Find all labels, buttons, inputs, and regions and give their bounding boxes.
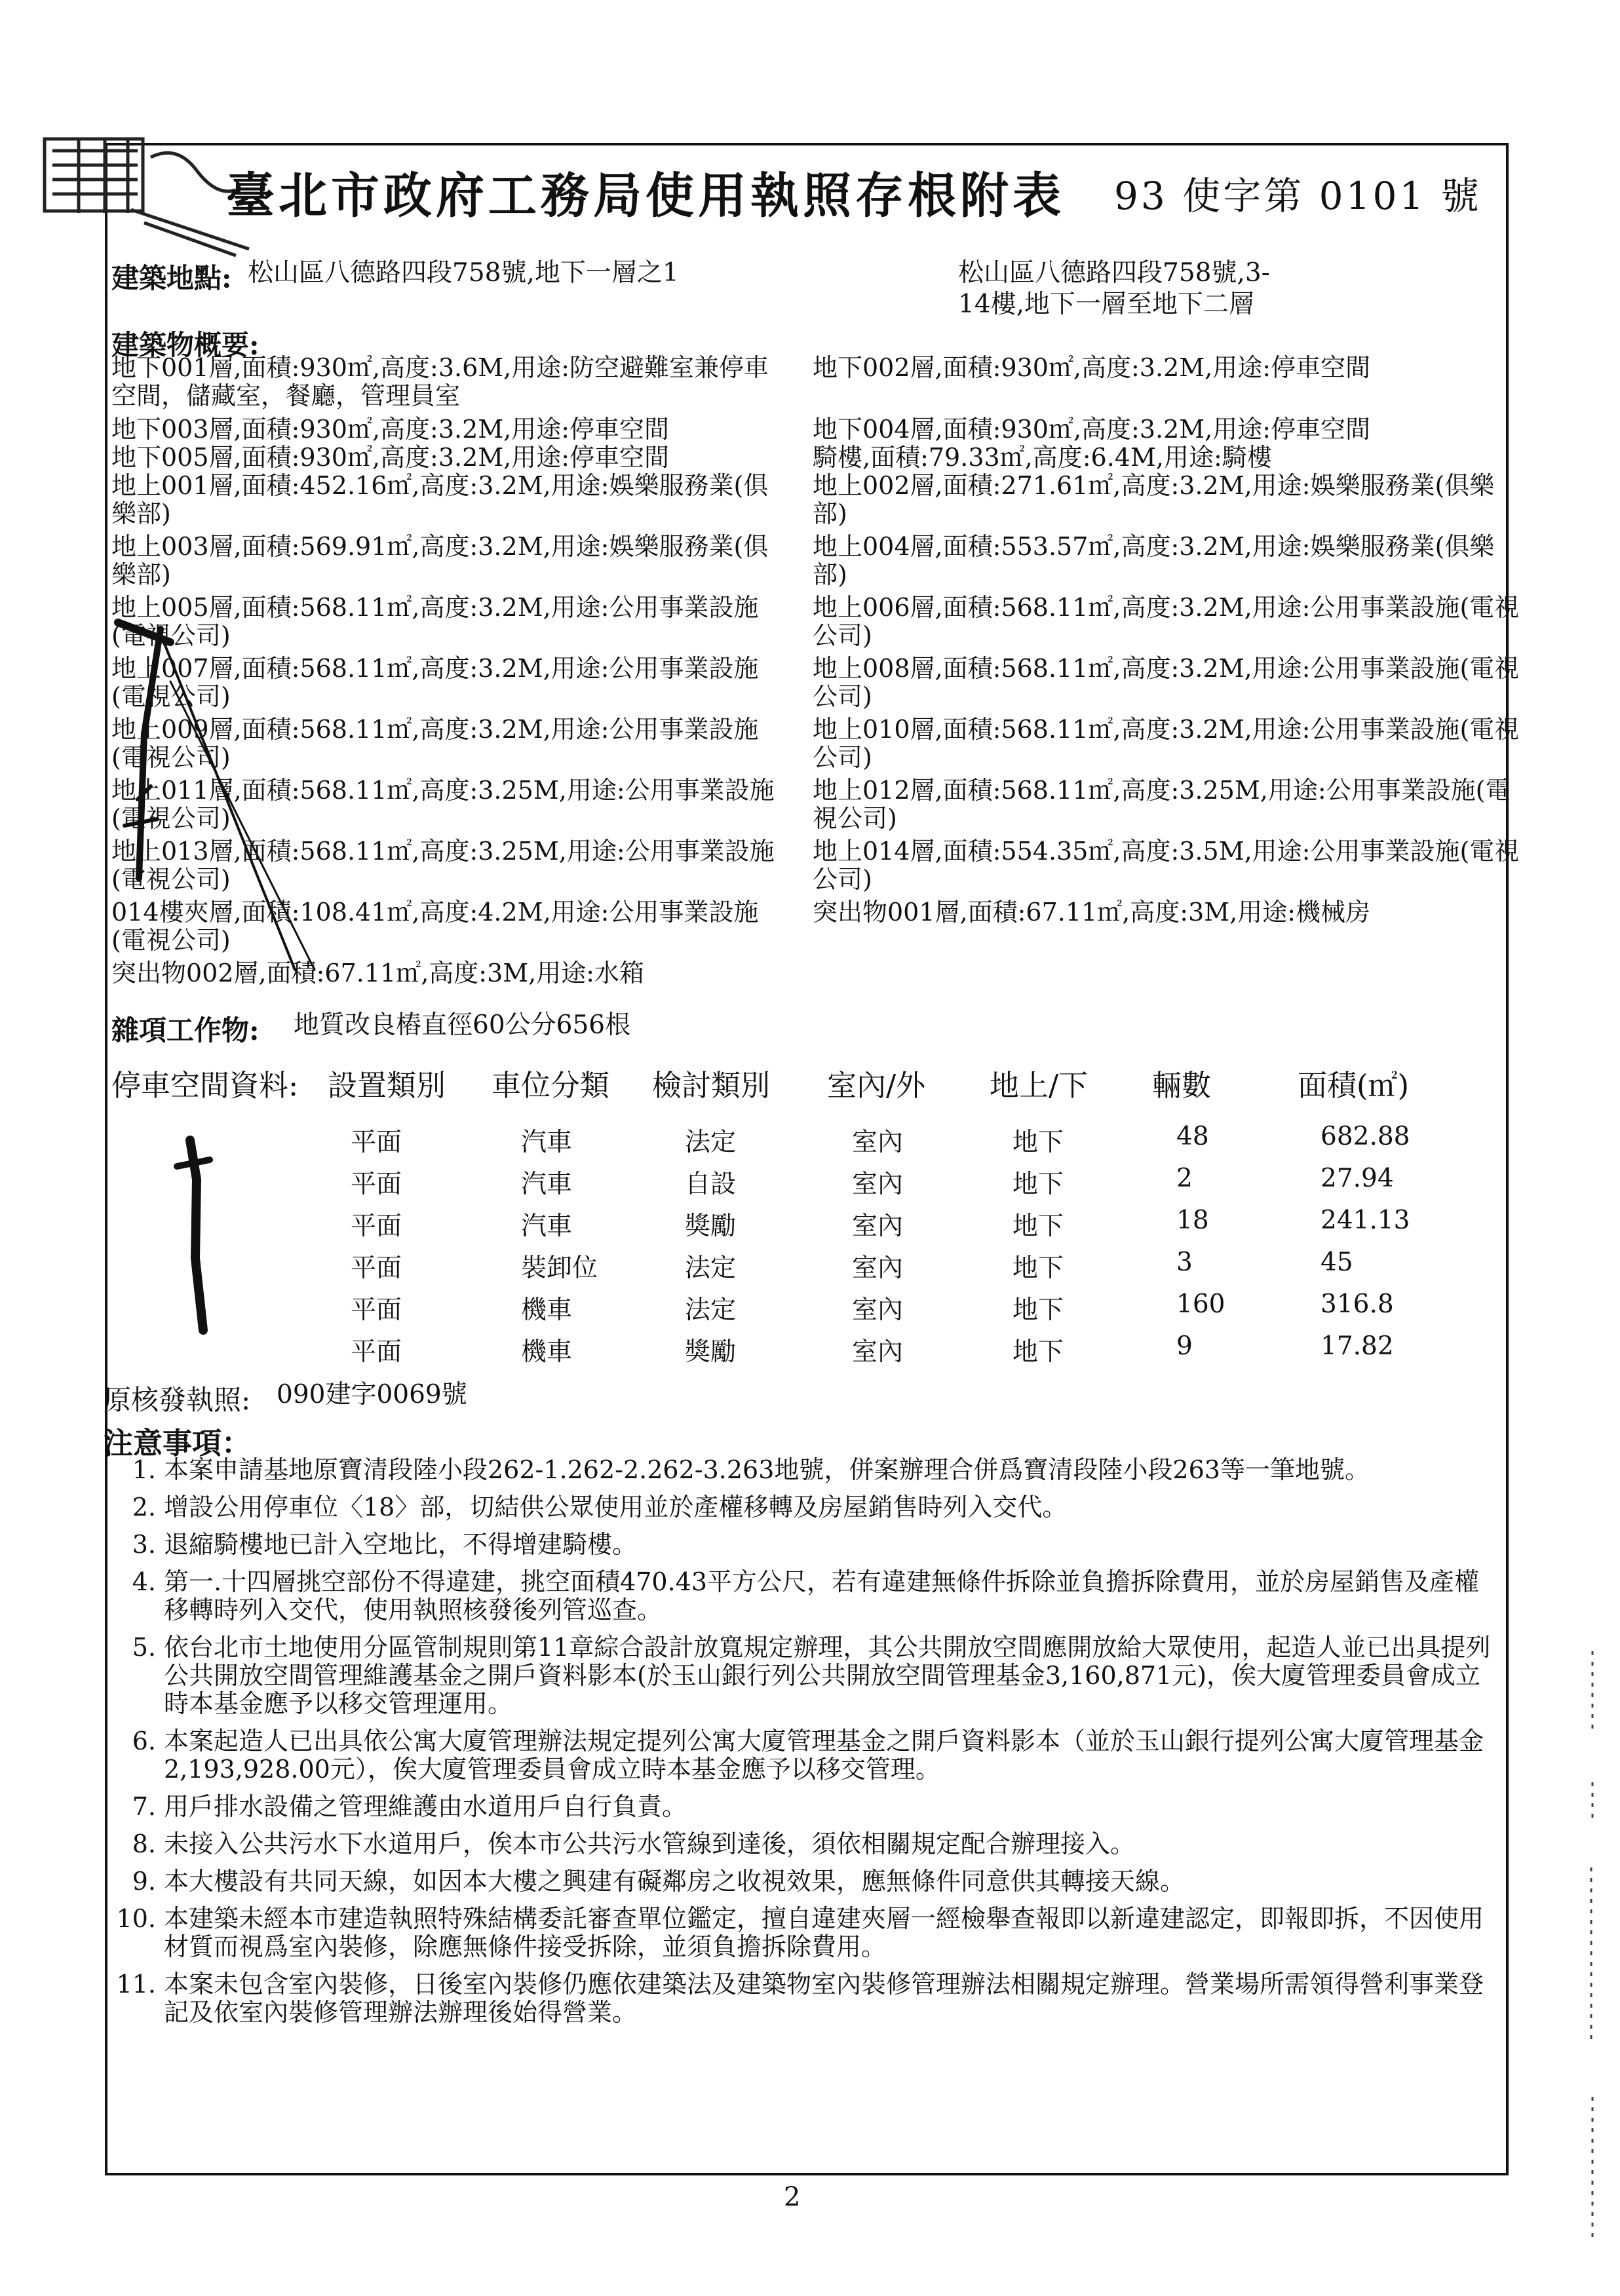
- parking-cell-space-type: 汽車: [521, 1212, 573, 1241]
- note-item: [111, 1727, 1494, 1784]
- parking-header-setup: 設置類別: [328, 1068, 446, 1103]
- overview-entry-f11: 地上011層,面積:568.11㎡,高度:3.25M,用途:公用事業設施(電視公司): [111, 776, 775, 833]
- overview-entry-f2: 地上002層,面積:271.61㎡,高度:3.2M,用途:娛樂服務業(俱樂部): [813, 471, 1495, 528]
- site-address-2-line2: 14樓,地下一層至地下二層: [958, 290, 1255, 319]
- note-number: 2.: [132, 1493, 156, 1521]
- original-permit-value: 090建字0069號: [277, 1380, 467, 1409]
- misc-works-value: 地質改良樁直徑60公分656根: [294, 1010, 631, 1040]
- parking-cell-space-type: 汽車: [521, 1128, 573, 1157]
- parking-cell-indoor-outdoor: 室內: [852, 1128, 904, 1157]
- note-item: [111, 1568, 1494, 1624]
- overview-entry-f12: 地上012層,面積:568.11㎡,高度:3.25M,用途:公用事業設施(電視公司): [813, 776, 1511, 833]
- note-text: 本案起造人已出具依公寓大廈管理辦法規定提列公寓大廈管理基金之開戶資料影本（並於玉山銀行提列公寓大廈管理基金2,193,928.00元），俟大廈管理委員會成立時本基金應予以移交管理。: [164, 1727, 1484, 1784]
- overview-entry-arcade: 騎樓,面積:79.33㎡,高度:6.4M,用途:騎樓: [813, 443, 1272, 472]
- note-number: 8.: [132, 1829, 156, 1858]
- overview-entry-f4: 地上004層,面積:553.57㎡,高度:3.2M,用途:娛樂服務業(俱樂部): [813, 532, 1495, 589]
- parking-cell-area: 682.88: [1321, 1122, 1410, 1151]
- document-title: 臺北市政府工務局使用執照存根附表: [226, 168, 1065, 224]
- overview-entry-f14-mezzanine: 014樓夾層,面積:108.41㎡,高度:4.2M,用途:公用事業設施(電視公司): [111, 898, 759, 955]
- note-text: 用戶排水設備之管理維護由水道用戶自行負責。: [164, 1792, 687, 1821]
- note-text: 本案未包含室內裝修，日後室內裝修仍應依建築法及建築物室內裝修管理辦法相關規定辦理。營業場所需領得營利事業登記及依室內裝修管理辦法辦理後始得營業。: [164, 1970, 1484, 2027]
- notes-list: [111, 1456, 1494, 2036]
- parking-cell-above-below: 地下: [1013, 1337, 1064, 1367]
- parking-cell-above-below: 地下: [1013, 1295, 1064, 1325]
- parking-header-count: 輛數: [1152, 1068, 1212, 1103]
- parking-cell-review-type: 法定: [685, 1128, 737, 1157]
- overview-entry-b3: 地下003層,面積:930㎡,高度:3.2M,用途:停車空間: [111, 415, 670, 444]
- parking-cell-indoor-outdoor: 室內: [852, 1295, 904, 1325]
- overview-entry-f8: 地上008層,面積:568.11㎡,高度:3.2M,用途:公用事業設施(電視公司): [813, 654, 1520, 711]
- site-address-1: 松山區八德路四段758號,地下一層之1: [248, 258, 679, 288]
- note-number: 7.: [132, 1792, 156, 1821]
- overview-entry-f13: 地上013層,面積:568.11㎡,高度:3.25M,用途:公用事業設施(電視公司): [111, 837, 775, 894]
- overview-entry-f7: 地上007層,面積:568.11㎡,高度:3.2M,用途:公用事業設施(電視公司): [111, 654, 759, 711]
- parking-cell-setup: 平面: [351, 1212, 402, 1241]
- parking-cell-indoor-outdoor: 室內: [852, 1253, 904, 1283]
- note-item: [111, 1905, 1494, 1961]
- parking-cell-setup: 平面: [351, 1170, 402, 1199]
- note-item: [111, 1970, 1494, 2027]
- parking-header-indoor-outdoor: 室內/外: [827, 1068, 926, 1103]
- overview-entry-f9: 地上009層,面積:568.11㎡,高度:3.2M,用途:公用事業設施(電視公司): [111, 715, 759, 772]
- original-permit-label: 原核發執照:: [104, 1384, 251, 1416]
- note-number: 11.: [116, 1970, 156, 1999]
- note-number: 5.: [132, 1633, 156, 1662]
- parking-cell-setup: 平面: [351, 1253, 402, 1283]
- parking-header-review-type: 檢討類別: [652, 1068, 771, 1103]
- overview-entry-roof-1: 突出物001層,面積:67.11㎡,高度:3M,用途:機械房: [813, 898, 1371, 927]
- parking-cell-count: 18: [1176, 1206, 1209, 1235]
- parking-cell-area: 241.13: [1321, 1206, 1410, 1235]
- note-number: 10.: [116, 1904, 156, 1933]
- overview-entry-b1: 地下001層,面積:930㎡,高度:3.6M,用途:防空避難室兼停車空間，儲藏室，餐廳，管理員室: [111, 353, 769, 410]
- permit-number: 93 使字第 0101 號: [1114, 174, 1482, 218]
- parking-cell-indoor-outdoor: 室內: [852, 1212, 904, 1241]
- parking-cell-above-below: 地下: [1013, 1128, 1064, 1157]
- note-text: 本大樓設有共同天線，如因本大樓之興建有礙鄰房之收視效果，應無條件同意供其轉接天線。: [164, 1867, 1186, 1896]
- parking-cell-above-below: 地下: [1013, 1212, 1064, 1241]
- parking-cell-count: 160: [1176, 1290, 1225, 1319]
- note-text: 本建築未經本市建造執照特殊結構委託審查單位鑑定，擅自違建夾層一經檢舉查報即以新違建認定，即報即拆，不因使用材質而視爲室內裝修，除應無條件接受拆除，並須負擔拆除費用。: [164, 1904, 1484, 1961]
- note-item: [111, 1793, 1494, 1821]
- parking-label: 停車空間資料:: [111, 1068, 299, 1103]
- note-item: [111, 1867, 1494, 1896]
- parking-cell-indoor-outdoor: 室內: [852, 1337, 904, 1367]
- note-item: [111, 1634, 1494, 1718]
- notes-label: 注意事項：: [104, 1426, 252, 1461]
- overview-label: 建築物概要:: [111, 329, 260, 361]
- parking-cell-area: 27.94: [1321, 1164, 1394, 1193]
- scan-edge-mark: [1586, 1651, 1599, 2241]
- parking-header-space-type: 車位分類: [492, 1068, 610, 1103]
- overview-left-column: [111, 354, 780, 987]
- parking-cell-review-type: 自設: [685, 1170, 737, 1199]
- stamp-mark: [39, 131, 256, 262]
- parking-cell-area: 316.8: [1321, 1290, 1394, 1319]
- parking-cell-area: 45: [1321, 1248, 1353, 1277]
- note-number: 1.: [132, 1455, 156, 1484]
- parking-cell-review-type: 法定: [685, 1295, 737, 1325]
- parking-cell-space-type: 汽車: [521, 1170, 573, 1199]
- overview-right-column: [813, 354, 1520, 927]
- note-text: 未接入公共污水下水道用戶，俟本市公共污水管線到達後，須依相關規定配合辦理接入。: [164, 1829, 1136, 1858]
- misc-works-label: 雜項工作物:: [111, 1014, 260, 1046]
- parking-cell-above-below: 地下: [1013, 1253, 1064, 1283]
- overview-entry-f3: 地上003層,面積:569.91㎡,高度:3.2M,用途:娛樂服務業(俱樂部): [111, 532, 769, 589]
- parking-cell-count: 3: [1176, 1248, 1193, 1277]
- parking-cell-space-type: 機車: [521, 1295, 573, 1325]
- parking-cell-review-type: 獎勵: [685, 1212, 737, 1241]
- note-item: [111, 1531, 1494, 1559]
- note-text: 增設公用停車位〈18〉部，切結供公眾使用並於產權移轉及房屋銷售時列入交代。: [164, 1493, 1068, 1521]
- overview-entry-f6: 地上006層,面積:568.11㎡,高度:3.2M,用途:公用事業設施(電視公司): [813, 593, 1520, 650]
- parking-cell-above-below: 地下: [1013, 1170, 1064, 1199]
- note-item: [111, 1830, 1494, 1858]
- overview-entry-b4: 地下004層,面積:930㎡,高度:3.2M,用途:停車空間: [813, 415, 1371, 444]
- site-label: 建築地點:: [111, 262, 232, 294]
- note-text: 退縮騎樓地已計入空地比，不得增建騎樓。: [164, 1530, 638, 1559]
- overview-entry-f10: 地上010層,面積:568.11㎡,高度:3.2M,用途:公用事業設施(電視公司): [813, 715, 1520, 772]
- note-number: 4.: [132, 1567, 156, 1596]
- parking-cell-setup: 平面: [351, 1128, 402, 1157]
- parking-cell-count: 2: [1176, 1164, 1193, 1193]
- note-number: 9.: [132, 1867, 156, 1896]
- overview-entry-f5: 地上005層,面積:568.11㎡,高度:3.2M,用途:公用事業設施(電視公司): [111, 593, 759, 650]
- page-number: 2: [784, 2182, 801, 2212]
- note-text: 本案申請基地原寶清段陸小段262-1.262-2.262-3.263地號，併案辦理合併爲寶清段陸小段263等一筆地號。: [164, 1455, 1370, 1484]
- site-address-2-line1: 松山區八德路四段758號,3-: [958, 258, 1270, 288]
- overview-entry-f1: 地上001層,面積:452.16㎡,高度:3.2M,用途:娛樂服務業(俱樂部): [111, 471, 769, 528]
- parking-cell-setup: 平面: [351, 1337, 402, 1367]
- parking-cell-area: 17.82: [1321, 1331, 1394, 1361]
- note-number: 6.: [132, 1727, 156, 1755]
- parking-cell-space-type: 機車: [521, 1337, 573, 1367]
- overview-entry-f14: 地上014層,面積:554.35㎡,高度:3.5M,用途:公用事業設施(電視公司): [813, 837, 1520, 894]
- note-item: [111, 1456, 1494, 1484]
- parking-cell-count: 48: [1176, 1122, 1209, 1151]
- overview-entry-roof-2: 突出物002層,面積:67.11㎡,高度:3M,用途:水箱: [111, 959, 645, 987]
- parking-cell-count: 9: [1176, 1331, 1193, 1361]
- note-number: 3.: [132, 1530, 156, 1559]
- note-text: 第一.十四層挑空部份不得違建，挑空面積470.43平方公尺，若有違建無條件拆除並負擔拆除費用，並於房屋銷售及產權移轉時列入交代，使用執照核發後列管巡查。: [164, 1567, 1480, 1624]
- parking-header-area: 面積(㎡): [1298, 1068, 1410, 1103]
- overview-entry-b2: 地下002層,面積:930㎡,高度:3.2M,用途:停車空間: [813, 353, 1371, 382]
- parking-cell-setup: 平面: [351, 1295, 402, 1325]
- parking-cell-review-type: 法定: [685, 1253, 737, 1283]
- overview-entry-b5: 地下005層,面積:930㎡,高度:3.2M,用途:停車空間: [111, 443, 670, 472]
- parking-cell-space-type: 裝卸位: [521, 1253, 598, 1283]
- parking-cell-indoor-outdoor: 室內: [852, 1170, 904, 1199]
- parking-header-above-below: 地上/下: [990, 1068, 1089, 1103]
- parking-cell-review-type: 獎勵: [685, 1337, 737, 1367]
- note-item: [111, 1493, 1494, 1521]
- note-text: 依台北市土地使用分區管制規則第11章綜合設計放寬規定辦理，其公共開放空間應開放給大眾使用，起造人並已出具提列公共開放空間管理維護基金之開戶資料影本(於玉山銀行列公共開放空間管理基金3,160,871元)，俟大廈管理委員會成立時本基金應予以移交管理運用。: [164, 1633, 1491, 1718]
